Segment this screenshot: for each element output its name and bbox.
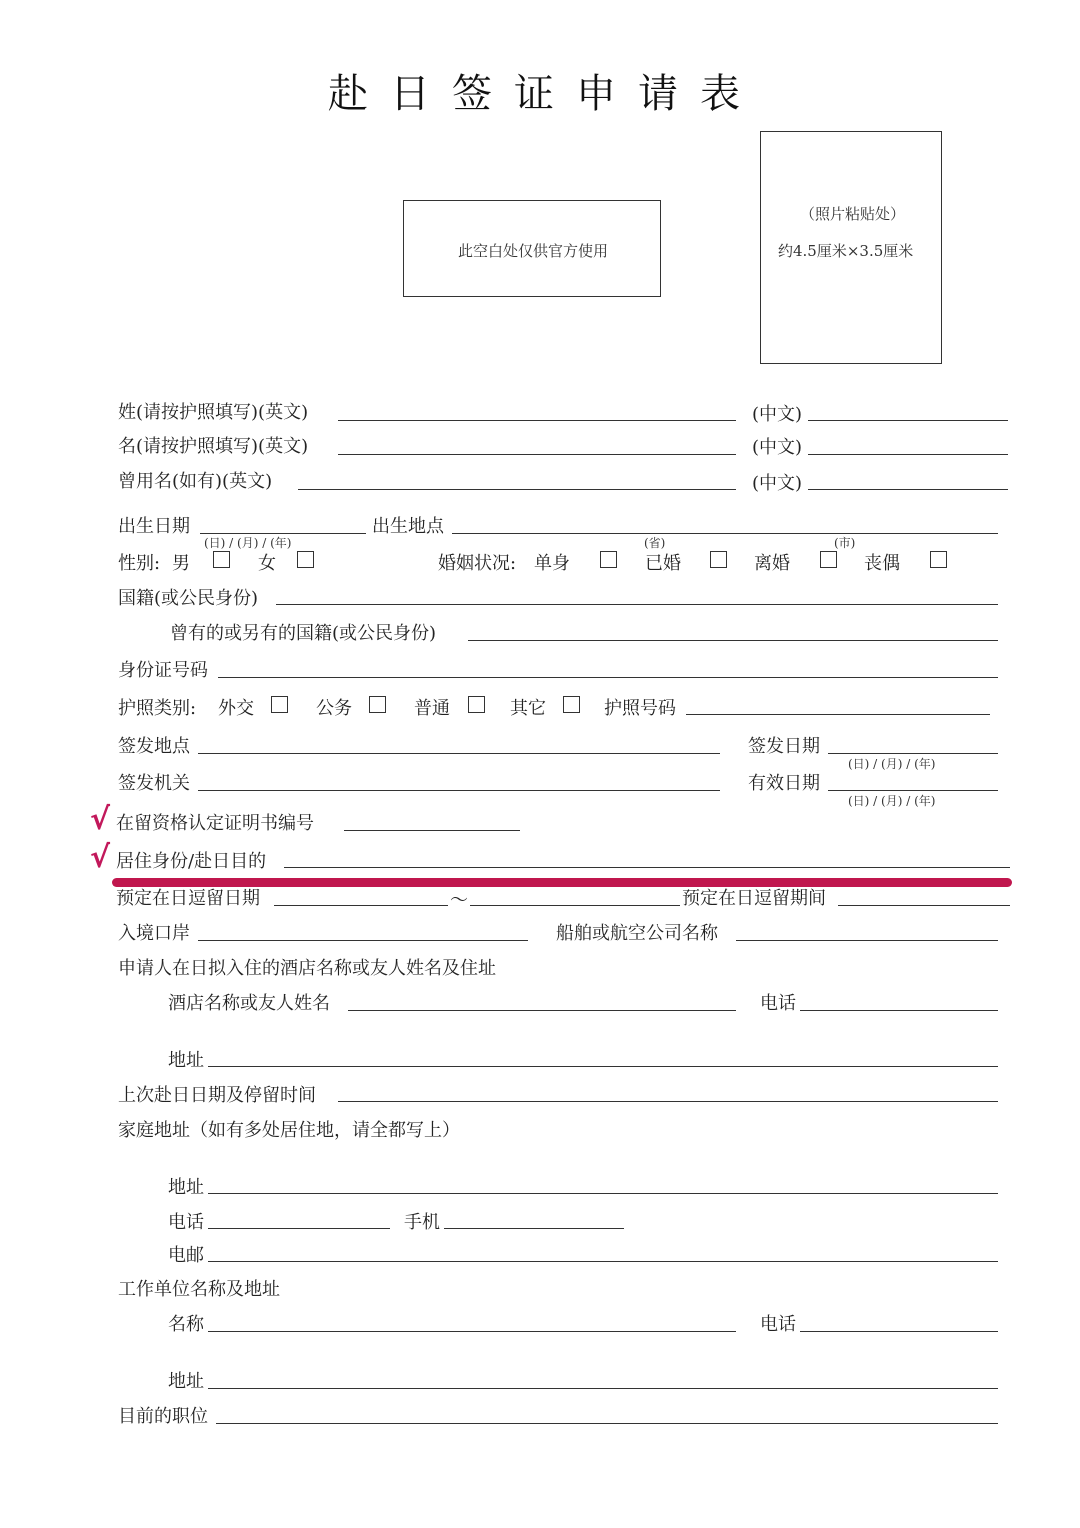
widowed-label: 丧偶 bbox=[864, 553, 900, 574]
birth-date-label: 出生日期 bbox=[118, 516, 190, 537]
employer-address-label: 地址 bbox=[168, 1371, 204, 1392]
given-en-field[interactable] bbox=[338, 454, 736, 455]
expiry-date-label: 有效日期 bbox=[748, 773, 820, 794]
home-address-field[interactable] bbox=[208, 1193, 998, 1194]
surname-cn-field[interactable] bbox=[808, 420, 1008, 421]
arrival-date-end-field[interactable] bbox=[470, 905, 680, 906]
coe-field[interactable] bbox=[344, 830, 520, 831]
former-cn-field[interactable] bbox=[808, 489, 1008, 490]
given-cn-label: (中文) bbox=[752, 437, 803, 458]
issue-date-label: 签发日期 bbox=[748, 736, 820, 757]
last-visit-label: 上次赴日日期及停留时间 bbox=[118, 1085, 316, 1106]
birth-place-field[interactable] bbox=[452, 533, 998, 534]
employer-section-label: 工作单位名称及地址 bbox=[118, 1279, 280, 1300]
hotel-address-label: 地址 bbox=[168, 1050, 204, 1071]
stay-period-label: 预定在日逗留期间 bbox=[682, 888, 826, 909]
port-label: 入境口岸 bbox=[118, 923, 190, 944]
issue-place-field[interactable] bbox=[198, 753, 720, 754]
city-hint: (市) bbox=[834, 536, 856, 550]
home-address-label: 地址 bbox=[168, 1177, 204, 1198]
home-phone-field[interactable] bbox=[208, 1228, 390, 1229]
photo-box-size: 约4.5厘米×3.5厘米 bbox=[778, 242, 914, 260]
employer-phone-field[interactable] bbox=[800, 1331, 998, 1332]
port-field[interactable] bbox=[198, 940, 528, 941]
photo-box-label: （照片粘贴处） bbox=[800, 205, 906, 223]
residence-purpose-label: 居住身份/赴日目的 bbox=[116, 851, 267, 872]
issue-place-label: 签发地点 bbox=[118, 736, 190, 757]
passport-no-field[interactable] bbox=[686, 714, 990, 715]
hotel-phone-field[interactable] bbox=[800, 1010, 998, 1011]
surname-en-label: 姓(请按护照填写)(英文) bbox=[118, 402, 309, 423]
birth-place-label: 出生地点 bbox=[372, 516, 444, 537]
official-label: 公务 bbox=[316, 698, 352, 719]
official-use-label: 此空白处仅供官方使用 bbox=[458, 242, 609, 260]
position-label: 目前的职位 bbox=[118, 1406, 208, 1427]
married-label: 已婚 bbox=[645, 553, 681, 574]
employer-name-field[interactable] bbox=[208, 1331, 736, 1332]
arrival-date-field[interactable] bbox=[274, 905, 448, 906]
female-label: 女 bbox=[258, 553, 276, 574]
divorced-label: 离婚 bbox=[754, 553, 790, 574]
employer-phone-label: 电话 bbox=[760, 1314, 796, 1335]
former-nationality-label: 曾有的或另有的国籍(或公民身份) bbox=[170, 623, 437, 644]
nationality-field[interactable] bbox=[276, 604, 998, 605]
single-label: 单身 bbox=[534, 553, 570, 574]
male-checkbox[interactable] bbox=[213, 551, 230, 568]
ordinary-label: 普通 bbox=[414, 698, 450, 719]
former-en-field[interactable] bbox=[298, 489, 736, 490]
home-address-section-label: 家庭地址（如有多处居住地，请全都写上） bbox=[118, 1120, 460, 1141]
former-en-label: 曾用名(如有)(英文) bbox=[118, 471, 273, 492]
former-cn-label: (中文) bbox=[752, 473, 803, 494]
issue-date-hint: (日) / (月) / (年) bbox=[848, 757, 936, 771]
birth-date-hint: (日) / (月) / (年) bbox=[204, 536, 292, 550]
issue-date-field[interactable] bbox=[828, 753, 998, 754]
expiry-date-hint: (日) / (月) / (年) bbox=[848, 794, 936, 808]
passport-type-label: 护照类别: bbox=[118, 698, 197, 719]
diplomatic-label: 外交 bbox=[218, 698, 254, 719]
airline-field[interactable] bbox=[736, 940, 998, 941]
employer-address-field[interactable] bbox=[208, 1388, 998, 1389]
position-field[interactable] bbox=[216, 1423, 998, 1424]
home-phone-label: 电话 bbox=[168, 1212, 204, 1233]
expiry-date-field[interactable] bbox=[828, 790, 998, 791]
sex-label: 性别: bbox=[118, 553, 161, 574]
single-checkbox[interactable] bbox=[600, 551, 617, 568]
ordinary-checkbox[interactable] bbox=[468, 696, 485, 713]
divorced-checkbox[interactable] bbox=[820, 551, 837, 568]
female-checkbox[interactable] bbox=[297, 551, 314, 568]
email-label: 电邮 bbox=[168, 1245, 204, 1266]
hotel-address-field[interactable] bbox=[208, 1066, 998, 1067]
page-title: 赴日签证申请表 bbox=[328, 71, 762, 117]
given-cn-field[interactable] bbox=[808, 454, 1008, 455]
hotel-section-label: 申请人在日拟入住的酒店名称或友人姓名及住址 bbox=[118, 958, 496, 979]
mobile-label: 手机 bbox=[404, 1212, 440, 1233]
married-checkbox[interactable] bbox=[710, 551, 727, 568]
male-label: 男 bbox=[172, 553, 190, 574]
id-number-field[interactable] bbox=[218, 677, 998, 678]
airline-label: 船舶或航空公司名称 bbox=[556, 923, 718, 944]
arrival-date-label: 预定在日逗留日期 bbox=[116, 888, 260, 909]
other-checkbox[interactable] bbox=[563, 696, 580, 713]
diplomatic-checkbox[interactable] bbox=[271, 696, 288, 713]
province-hint: (省) bbox=[644, 536, 666, 550]
former-nationality-field[interactable] bbox=[468, 640, 998, 641]
coe-label: 在留资格认定证明书编号 bbox=[116, 813, 314, 834]
given-en-label: 名(请按护照填写)(英文) bbox=[118, 436, 309, 457]
hotel-name-label: 酒店名称或友人姓名 bbox=[168, 993, 330, 1014]
hotel-name-field[interactable] bbox=[348, 1010, 736, 1011]
surname-en-field[interactable] bbox=[338, 420, 736, 421]
email-field[interactable] bbox=[208, 1261, 998, 1262]
check-mark-purpose: √ bbox=[90, 840, 111, 875]
hotel-phone-label: 电话 bbox=[760, 993, 796, 1014]
check-mark-coe: √ bbox=[90, 802, 111, 837]
last-visit-field[interactable] bbox=[338, 1101, 998, 1102]
authority-field[interactable] bbox=[198, 790, 720, 791]
widowed-checkbox[interactable] bbox=[930, 551, 947, 568]
stay-period-field[interactable] bbox=[838, 905, 1010, 906]
other-label: 其它 bbox=[510, 698, 546, 719]
marital-label: 婚姻状况: bbox=[438, 553, 517, 574]
surname-cn-label: (中文) bbox=[752, 404, 803, 425]
employer-name-label: 名称 bbox=[168, 1314, 204, 1335]
passport-no-label: 护照号码 bbox=[604, 698, 676, 719]
highlight-bar bbox=[112, 878, 1012, 887]
id-number-label: 身份证号码 bbox=[118, 660, 208, 681]
tilde: ～ bbox=[450, 890, 468, 911]
official-checkbox[interactable] bbox=[369, 696, 386, 713]
nationality-label: 国籍(或公民身份) bbox=[118, 588, 259, 609]
authority-label: 签发机关 bbox=[118, 773, 190, 794]
mobile-field[interactable] bbox=[444, 1228, 624, 1229]
residence-purpose-field[interactable] bbox=[284, 867, 1010, 868]
